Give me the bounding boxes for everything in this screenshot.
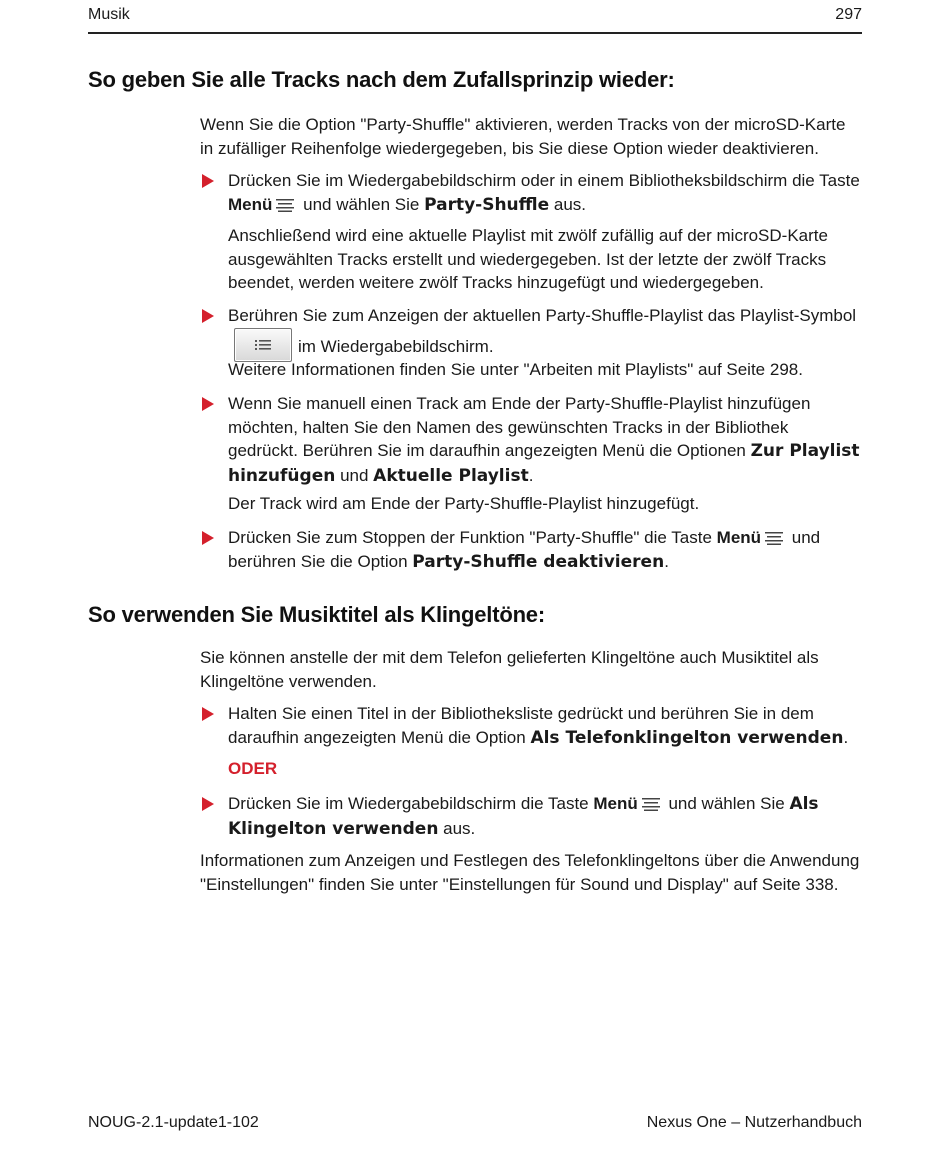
page-number: 297: [835, 6, 862, 23]
menu-icon: [276, 198, 294, 212]
menu-key-label: Menü: [593, 794, 638, 813]
shuffle-note-3: Der Track wird am Ende der Party-Shuffle-Playlist hinzugefügt.: [228, 494, 700, 513]
bullet-triangle-icon: [202, 797, 214, 811]
party-shuffle-off-option: Party-Shuffle deaktivieren: [412, 551, 665, 572]
header-section: Musik: [88, 6, 130, 23]
bullet-triangle-icon: [202, 174, 214, 188]
bullet-triangle-icon: [202, 707, 214, 721]
section-title-shuffle: So geben Sie alle Tracks nach dem Zufallsprinzip wieder:: [88, 67, 675, 92]
document-title: Nexus One – Nutzerhandbuch: [646, 1114, 862, 1131]
set-ringtone-option: Als Klingelton verwenden: [228, 794, 819, 839]
bullet-triangle-icon: [202, 309, 214, 323]
set-phone-ringtone-option: Als Telefonklingelton verwenden: [530, 727, 844, 748]
bullet-shuffle-3: Wenn Sie manuell einen Track am Ende der Party-Shuffle-Playlist hinzufügen möchten, halten Sie den Namen des gewünschten Tracks in der Bibliothek gedrückt. Berühren Sie im daraufhin angezeigten Menü die Optionen Zur Playlist hinzufügen und Aktuelle Playlist.: [200, 392, 862, 488]
playlist-icon: [234, 328, 292, 362]
add-to-playlist-option: Zur Playlist hinzufügen: [228, 441, 860, 486]
party-shuffle-option: Party-Shuffle: [424, 194, 550, 215]
bullet-shuffle-2: Berühren Sie zum Anzeigen der aktuellen Party-Shuffle-Playlist das Playlist-Symbolim Wiedergabebildschirm.: [200, 304, 862, 362]
or-separator: ODER: [228, 759, 278, 778]
menu-icon: [642, 797, 660, 811]
document-id: NOUG-2.1-update1-102: [88, 1114, 259, 1131]
bullet-ringtone-2: Drücken Sie im Wiedergabebildschirm die Taste Menü und wählen Sie Als Klingelton verwenden aus.: [200, 792, 862, 841]
shuffle-intro: Wenn Sie die Option "Party-Shuffle" aktivieren, werden Tracks von der microSD-Karte in zufälliger Reihenfolge wiedergegeben, bis Sie diese Option wieder deaktivieren.: [200, 115, 846, 158]
ringtone-outro: Informationen zum Anzeigen und Festlegen des Telefonklingeltons über die Anwendung "Einstellungen" finden Sie unter "Einstellungen für Sound und Display" auf Seite 338.: [200, 851, 860, 894]
bullet-triangle-icon: [202, 531, 214, 545]
bullet-triangle-icon: [202, 397, 214, 411]
bullet-ringtone-1: Halten Sie einen Titel in der Bibliotheksliste gedrückt und berühren Sie in dem daraufhin angezeigten Menü die Option Als Telefonklingelton verwenden.: [200, 702, 862, 750]
menu-key-label: Menü: [716, 528, 762, 547]
ringtone-intro: Sie können anstelle der mit dem Telefon gelieferten Klingeltöne auch Musiktitel als Klingeltöne verwenden.: [200, 648, 819, 691]
shuffle-note-1: Anschließend wird eine aktuelle Playlist mit zwölf zufällig auf der microSD-Karte ausgewählten Tracks erstellt und wiedergegeben. Ist der letzte der zwölf Tracks beendet, werden weitere zwölf Tracks hinzugefügt und wiedergegeben.: [228, 226, 828, 292]
menu-icon: [765, 531, 783, 545]
menu-key-label: Menü: [228, 194, 273, 214]
section-title-ringtone: So verwenden Sie Musiktitel als Klingeltöne:: [88, 602, 545, 627]
page-header: [88, 6, 862, 34]
current-playlist-option: Aktuelle Playlist: [373, 465, 529, 486]
bullet-shuffle-1: Drücken Sie im Wiedergabebildschirm oder in einem Bibliotheksbildschirm die Taste Menü und wählen Sie Party-Shuffle aus.: [200, 169, 862, 217]
shuffle-note-2: Weitere Informationen finden Sie unter "Arbeiten mit Playlists" auf Seite 298.: [228, 360, 803, 379]
bullet-shuffle-4: Drücken Sie zum Stoppen der Funktion "Party-Shuffle" die Taste Menü und berühren Sie die Option Party-Shuffle deaktivieren.: [200, 526, 862, 574]
